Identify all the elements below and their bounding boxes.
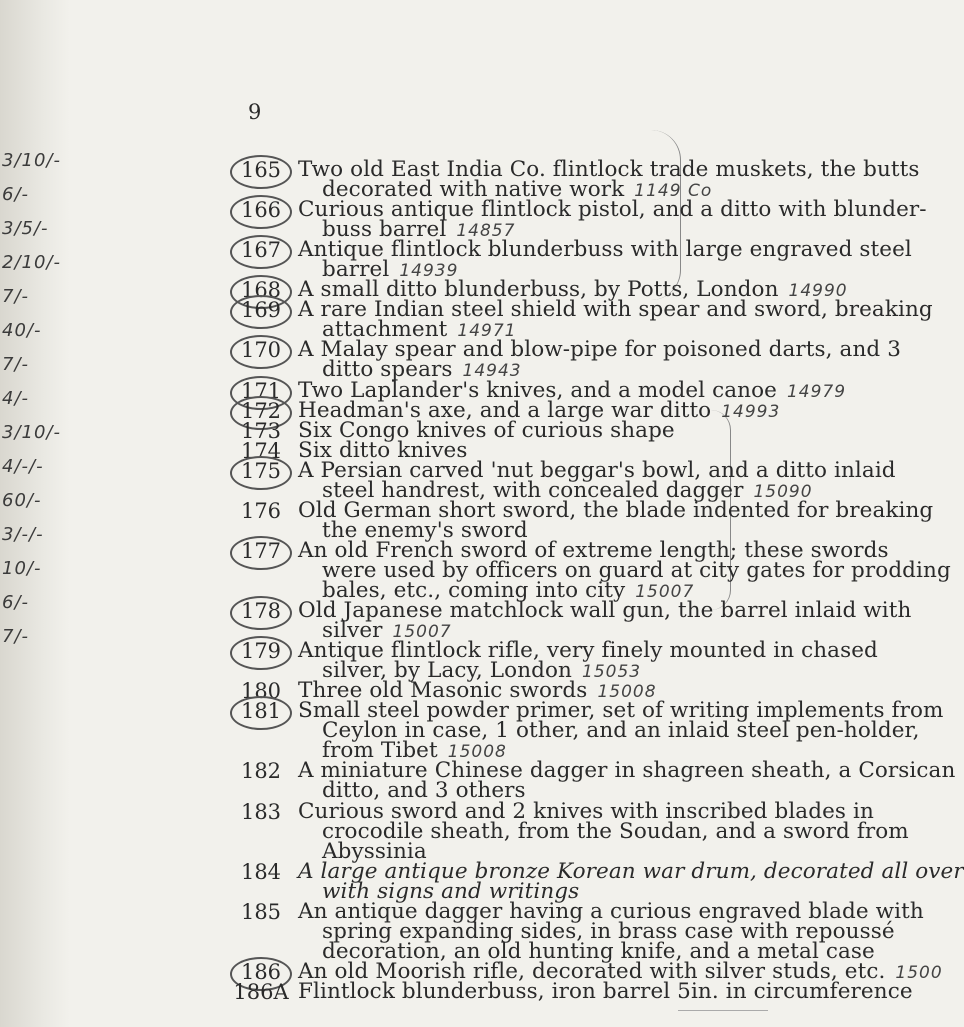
entry-text: Headman's axe, and a large war ditto	[298, 397, 712, 423]
lot-number: 181	[228, 699, 294, 723]
entry-text: steel handrest, with concealed dagger	[322, 477, 744, 503]
entry-text: Small steel powder primer, set of writing implements from	[298, 698, 944, 724]
entry-text: Antique flintlock blunderbuss with large engraved steel	[298, 237, 912, 263]
lot-number: 169	[228, 298, 294, 322]
entry-text: An old Moorish rifle, decorated with silver studs, etc.	[298, 958, 886, 984]
handwritten-margin-note: 3/-/-	[2, 524, 44, 545]
lot-number: 175	[228, 459, 294, 483]
lot-number: 182	[240, 759, 282, 784]
entry-text: A Persian carved 'nut beggar's bowl, and a ditto inlaid	[298, 457, 896, 483]
lot-number: 167	[228, 238, 294, 262]
lot-number: 166	[228, 198, 294, 222]
handwritten-margin-note: 3/10/-	[2, 150, 61, 171]
handwritten-price-note: 1149 Co	[634, 181, 713, 202]
lot-number: 177	[228, 539, 294, 563]
lot-number: 170	[228, 338, 294, 362]
handwritten-margin-note: 40/-	[2, 320, 42, 341]
entry-text: from Tibet	[322, 738, 438, 764]
handwritten-price-note: 1500	[895, 962, 943, 983]
entry-text: Old Japanese matchlock wall gun, the barrel inlaid with	[298, 598, 912, 624]
entry-text: ditto, and 3 others	[322, 778, 526, 804]
entry-text: Abyssinia	[322, 838, 427, 864]
lot-number: 173	[240, 418, 282, 443]
lot-number: 172	[228, 399, 294, 423]
handwritten-margin-note: 6/-	[2, 184, 30, 205]
entry-text: spring expanding sides, in brass case with repoussé	[322, 918, 895, 944]
handwritten-price-note: 14990	[788, 281, 848, 302]
lot-number: 185	[240, 899, 282, 924]
entry-description-line	[298, 980, 913, 1004]
handwritten-price-note: 14943	[462, 361, 522, 382]
handwritten-margin-note: 3/10/-	[2, 422, 61, 443]
lot-number: 178	[228, 599, 294, 623]
handwritten-margin-note: 2/10/-	[2, 252, 61, 273]
handwritten-margin-note: 7/-	[2, 354, 30, 375]
page-number: 9	[248, 100, 262, 124]
handwritten-margin-note: 4/-	[2, 388, 30, 409]
lot-number: 186	[228, 960, 294, 984]
entry-text: Three old Masonic swords	[298, 678, 588, 704]
lot-number: 174	[240, 438, 282, 463]
entry-text: A Malay spear and blow-pipe for poisoned darts, and 3	[298, 337, 901, 363]
lot-number: 184	[240, 859, 282, 884]
lot-number: 179	[228, 639, 294, 663]
handwritten-price-note: 15008	[447, 742, 507, 763]
entry-text: barrel	[322, 257, 390, 283]
entry-text: An antique dagger having a curious engraved blade with	[298, 898, 924, 924]
handwritten-price-note: 14993	[721, 401, 781, 422]
lot-number: 183	[240, 799, 282, 824]
handwritten-margin-note: 4/-/-	[2, 456, 44, 477]
entry-text: ditto spears	[322, 357, 453, 383]
handwritten-price-note: 14857	[456, 221, 516, 242]
entry-text: Flintlock blunderbuss, iron barrel 5in. in circumference	[298, 978, 913, 1004]
handwritten-margin-note: 7/-	[2, 286, 30, 307]
entry-text: decorated with native work	[322, 177, 625, 203]
entry-text: decoration, an old hunting knife, and a metal case	[322, 938, 875, 964]
handwritten-margin-note: 60/-	[2, 490, 42, 511]
handwritten-price-note: 15007	[635, 581, 695, 602]
handwritten-price-note: 15053	[582, 662, 642, 683]
entry-text: Two old East India Co. flintlock trade muskets, the butts	[298, 157, 920, 182]
entry-text: were used by officers on guard at city gates for prodding	[322, 557, 951, 583]
entry-text: silver	[322, 618, 383, 644]
handwritten-price-note: 14979	[786, 381, 847, 402]
entry-text: Six Congo knives of curious shape	[298, 417, 675, 443]
entry-text: crocodile sheath, from the Soudan, and a sword from	[322, 818, 909, 844]
entry-text: Antique flintlock rifle, very finely mounted in chased	[298, 638, 878, 664]
entry-text: with signs and writings	[322, 878, 580, 904]
entry-text: Two Laplander's knives, and a model canoe	[298, 377, 777, 403]
entry-text: Curious sword and 2 knives with inscribed blades in	[298, 798, 874, 824]
lot-number: 165	[228, 158, 294, 182]
entry-text: A rare Indian steel shield with spear and sword, breaking	[298, 297, 933, 323]
lot-number: 180	[240, 679, 282, 704]
handwritten-price-note: 14971	[457, 321, 517, 342]
entry-text: the enemy's sword	[322, 517, 528, 543]
handwritten-price-note: 15007	[392, 622, 452, 643]
entry-text: bales, etc., coming into city	[322, 577, 626, 603]
lot-number: 186A	[233, 979, 289, 1004]
lot-number: 168	[228, 278, 294, 302]
entry-text: silver, by Lacy, London	[322, 658, 573, 684]
entry-text: An old French sword of extreme length; these swords	[298, 537, 889, 563]
handwritten-margin-note: 6/-	[2, 592, 30, 613]
handwritten-price-note: 14939	[399, 261, 459, 282]
handwritten-margin-note: 10/-	[2, 558, 42, 579]
entry-text: A miniature Chinese dagger in shagreen sheath, a Corsican	[298, 758, 956, 784]
handwritten-margin-note: 3/5/-	[2, 218, 49, 239]
entry-text: Ceylon in case, 1 other, and an inlaid steel pen-holder,	[322, 718, 920, 744]
entry-text: buss barrel	[322, 217, 447, 243]
entry-text: attachment	[322, 317, 448, 343]
entry-text: Curious antique flintlock pistol, and a ditto with blunder-	[298, 197, 927, 223]
handwritten-price-note: 15008	[597, 682, 657, 703]
lot-number: 176	[240, 498, 282, 523]
lot-number: 171	[228, 379, 294, 403]
entry-text: Six ditto knives	[298, 437, 468, 463]
entry-text: A large antique bronze Korean war drum, decorated all over	[298, 858, 964, 884]
handwritten-price-note: 15090	[753, 481, 813, 502]
handwritten-margin-note: 7/-	[2, 626, 30, 647]
entry-text: A small ditto blunderbuss, by Potts, London	[298, 277, 779, 303]
entry-text: Old German short sword, the blade indented for breaking	[298, 497, 934, 523]
